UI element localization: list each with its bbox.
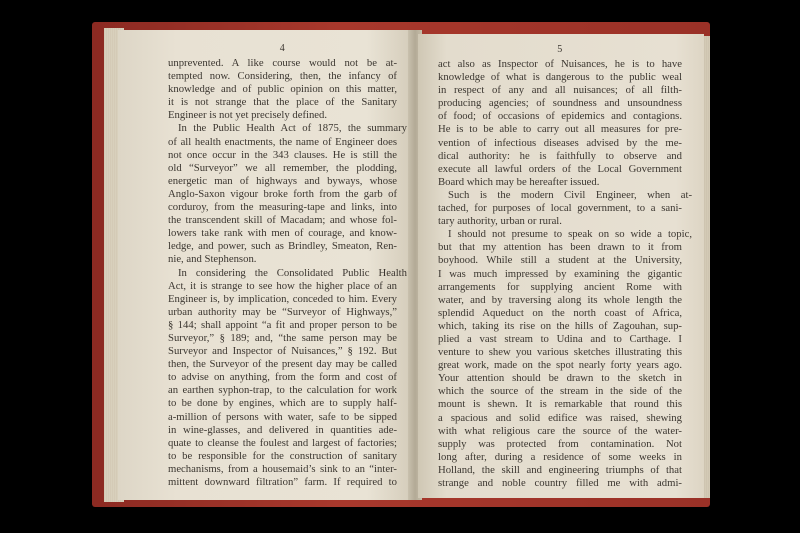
text-line: long after, during a residence of some weeks in (438, 450, 682, 463)
text-line: unprevented. A like course would not be at- (168, 57, 397, 69)
text-line: ledge, and power, such as Brindley, Smeaton, Ren- (168, 240, 397, 253)
page-number: 5 (557, 44, 563, 55)
text-line: quate to cleanse the foulest and largest of factories; (168, 436, 397, 449)
text-line: then, the Surveyor of the present day may be called (168, 358, 397, 371)
text-line: boyhood. While still a student at the University, (438, 254, 682, 267)
text-line: act also as Inspector of Nuisances, he is to have (438, 58, 682, 70)
text-line: in respect of any and all nuisances; of all filth- (438, 84, 682, 97)
text-line: He is to be able to carry out all measures for pre- (438, 123, 682, 136)
text-line: of all health enactments, the name of Engineer does (168, 135, 397, 148)
text-line: urban authority may be “Surveyor of Highways,” (168, 305, 397, 318)
text-line: mechanisms, from a housemaid’s sink to an “inter- (168, 462, 397, 475)
text-line: tary authority, urban or rural. (438, 215, 562, 228)
text-line: venture to shew you various sketches illustrating this (438, 346, 682, 359)
text-line: knowledge of what is dangerous to the public weal (438, 71, 682, 84)
text-line: lowers take rank with men of courage, and know- (168, 227, 397, 240)
text-line: splendid Aqueduct on the north coast of Africa, (438, 306, 682, 319)
text-line: § 144; shall appoint “a fit and proper person to be (168, 318, 397, 331)
text-line: arrangements for supplying ancient Rome with (438, 280, 682, 293)
left-page-text (168, 57, 407, 489)
text-line: a spacious and solid edifice was raised, shewing (438, 411, 682, 424)
text-line: an earthen syphon-trap, to the calculation for work (168, 384, 397, 397)
text-line: Such is the modern Civil Engineer, when at- (448, 188, 692, 201)
text-line: Engineer is not yet precisely defined. (168, 109, 328, 122)
text-line: Board which may be hereafter issued. (438, 175, 600, 188)
text-line: I should not presume to speak on so wide a topic, (448, 228, 692, 241)
text-line: not once occur in the 343 clauses. He is still the (168, 148, 397, 161)
text-line: vention of infectious diseases advised by the me- (438, 136, 682, 149)
text-line: water, and by traversing along its whole length the (438, 293, 682, 306)
text-line: knowledge and of public opinion on this matter, (168, 83, 397, 96)
text-line: with what religious care the source of the water- (438, 424, 682, 437)
text-line: producing agencies; of soundness and unsoundness (438, 97, 682, 110)
text-line: mount is shewn. It is remarkable that round this (438, 398, 682, 411)
text-line: Act, it is strange to see how the higher place of an (168, 279, 397, 292)
text-line: great work, made on the spot nearly forty years ago. (438, 359, 682, 372)
text-line: Engineer is, by implication, conceded to him. Every (168, 292, 397, 305)
right-page (418, 34, 704, 498)
text-line: tempted now. Considering, then, the infancy of (168, 70, 397, 83)
text-line: mittent downward filtration” farm. If required to (168, 476, 397, 488)
text-line: it is not strange that the place of the Sanitary (168, 96, 397, 109)
text-line: the transcendent skill of Macadam; and whose fol- (168, 214, 397, 227)
page-number: 4 (279, 43, 286, 54)
text-line: which, taking its rise on the hills of Zagouhan, sup- (438, 319, 682, 332)
text-line: Your attention should be drawn to the sketch in (438, 372, 682, 385)
text-line: old “Surveyor” we all remember, the plodding, (168, 161, 397, 174)
text-line: but that my attention has been drawn to it from (438, 241, 682, 254)
text-line: Anglo-Saxon vigour broke forth from the garb of (168, 187, 397, 200)
text-line: energetic man of highways and byways, whose (168, 174, 397, 187)
text-line: corduroy, from the measuring-tape and links, into (168, 201, 397, 214)
left-page (118, 30, 411, 500)
text-line: strange and noble country filled me with admi- (438, 477, 682, 489)
right-page-text (438, 58, 692, 490)
text-line: nie, and Stephenson. (168, 253, 257, 266)
text-line: a-million of persons with water, safe to be sipped (168, 410, 397, 423)
text-line: I was much impressed by examining the gigantic (438, 267, 682, 280)
text-line: to be responsible for the construction of sanitary (168, 449, 397, 462)
text-line: Surveyor and Inspector of Nuisances,” § 192. But (168, 345, 397, 358)
text-line: to advise on anything, from the form and cost of (168, 371, 397, 384)
text-line: execute all lawful orders of the Local Government (438, 162, 682, 175)
text-line: dical authority: he is faithfully to observe and (438, 149, 682, 162)
text-line: In considering the Consolidated Public Health (178, 266, 407, 279)
text-line: Holland, the skill and engineering triumphs of that (438, 463, 682, 476)
text-line: to be done by engines, which are to supply half- (168, 397, 397, 410)
text-line: which the source of the stream in the side of the (438, 385, 682, 398)
text-line: plied a vast stream to Udina and to Carthage. I (438, 332, 682, 345)
text-line: Surveyor,” § 189; and, “the same person may be (168, 331, 397, 344)
text-line: supply was protected from contamination. Not (438, 437, 682, 450)
text-line: tached, for purposes of local government, to a sani- (438, 202, 682, 215)
text-line: in wine-glasses, and delivered in quantities ade- (168, 423, 397, 436)
text-line: In the Public Health Act of 1875, the summary (178, 122, 407, 135)
text-line: of food; of occasions of epidemics and contagions. (438, 110, 682, 123)
